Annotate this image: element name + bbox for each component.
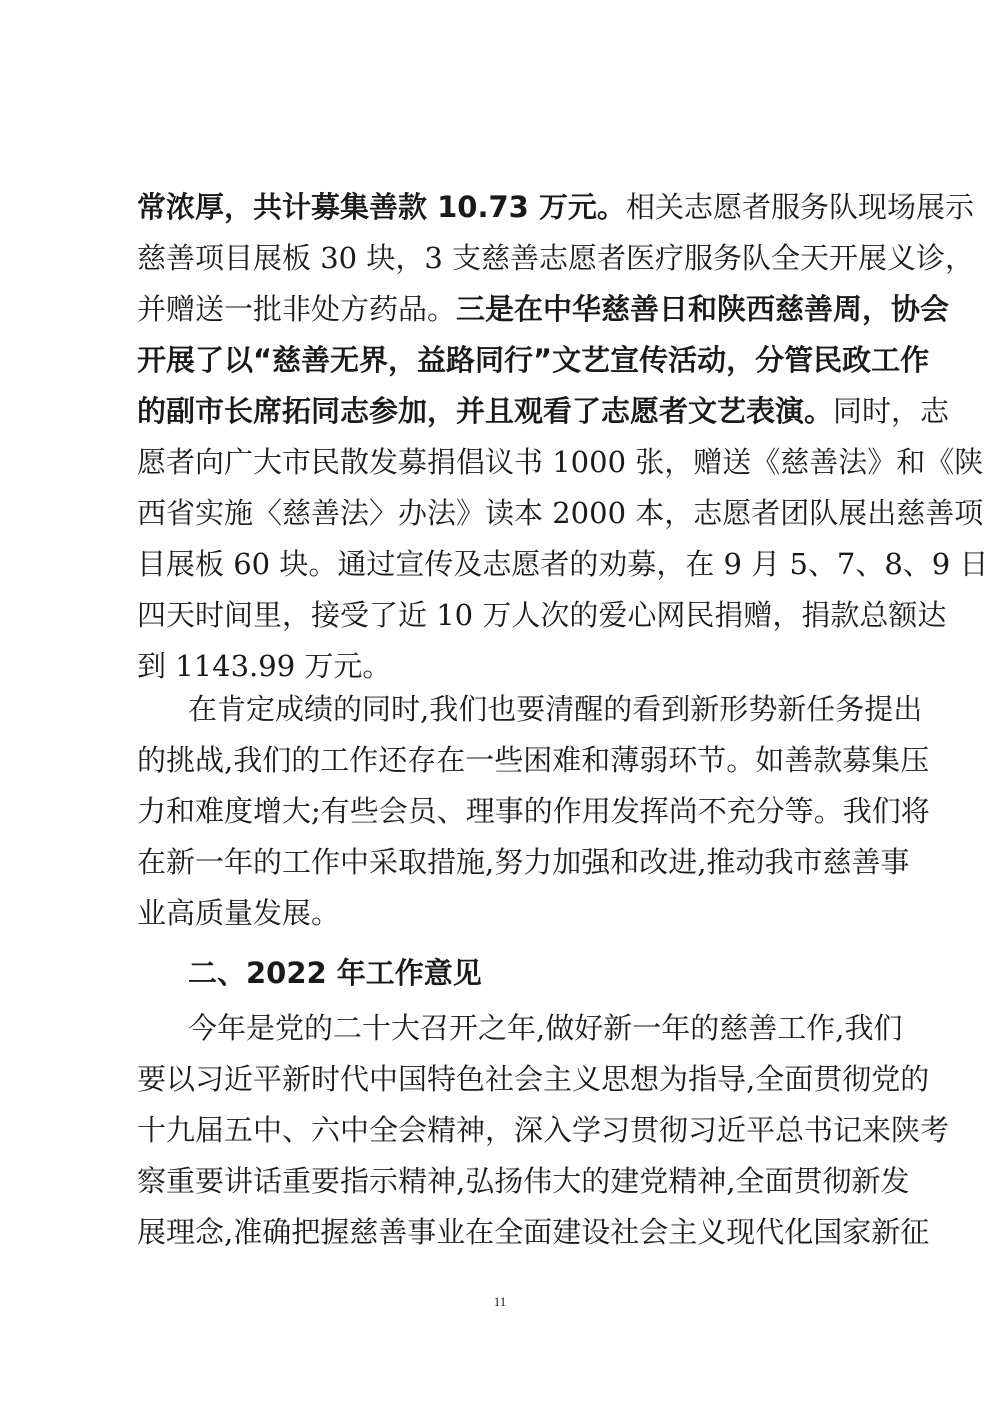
text-run: 并赠送一批非处方药品。 xyxy=(137,292,457,326)
text-line: 力和难度增大;有些会员、理事的作用发挥尚不充分等。我们将 xyxy=(137,794,930,828)
text-line xyxy=(137,288,950,330)
bold-text: 开展了以“慈善无界，益路同行”文艺宣传活动，分管民政工作 xyxy=(137,343,930,377)
text-line: 在新一年的工作中采取措施,努力加强和改进,推动我市慈善事 xyxy=(137,845,910,879)
text-line xyxy=(137,543,989,585)
bold-text: 常浓厚，共计募集善款 10.73 万元。 xyxy=(137,190,626,224)
text-line: 业高质量发展。 xyxy=(137,896,341,930)
text-line: 今年是党的二十大召开之年,做好新一年的慈善工作,我们 xyxy=(188,1011,903,1045)
text-run: 四天时间里，接受了近 10 万人次的爱心网民捐赠，捐款总额达 xyxy=(137,598,947,632)
text-line xyxy=(137,594,947,636)
text-line xyxy=(137,339,930,381)
text-run: 慈善项目展板 30 块，3 支慈善志愿者医疗服务队全天开展义诊， xyxy=(137,241,975,275)
text-run: 目展板 60 块。通过宣传及志愿者的劝募，在 9 月 5、7、8、9 日 xyxy=(137,547,989,581)
text-line: 在肯定成绩的同时,我们也要清醒的看到新形势新任务提出 xyxy=(188,692,923,726)
text-line xyxy=(137,390,950,432)
text-line xyxy=(137,441,984,483)
section-heading: 二、2022 年工作意见 xyxy=(188,956,482,990)
text-line xyxy=(137,645,877,687)
text-run: 愿者向广大市民散发募捐倡议书 1000 张，赠送《慈善法》和《陕 xyxy=(137,445,984,479)
bold-text: 三是在中华慈善日和陕西慈善周，协会 xyxy=(456,292,950,326)
text-run: 同时，志 xyxy=(833,394,950,428)
text-line xyxy=(137,237,975,279)
text-line: 要以习近平新时代中国特色社会主义思想为指导,全面贯彻党的 xyxy=(137,1062,930,1096)
text-line: 察重要讲话重要指示精神,弘扬伟大的建党精神,全面贯彻新发 xyxy=(137,1164,910,1198)
bold-text: 的副市长席拓同志参加，并且观看了志愿者文艺表演。 xyxy=(137,394,834,428)
text-line: 展理念,准确把握慈善事业在全面建设社会主义现代化国家新征 xyxy=(137,1215,930,1249)
text-run: 西省实施〈慈善法〉办法》读本 2000 本，志愿者团队展出慈善项 xyxy=(137,496,984,530)
text-line: 十九届五中、六中全会精神，深入学习贯彻习近平总书记来陕考 xyxy=(137,1113,950,1147)
text-line xyxy=(137,492,984,534)
text-run: 到 1143.99 万元。 xyxy=(137,649,392,683)
text-run: 相关志愿者服务队现场展示 xyxy=(625,190,974,224)
page-number: 11 xyxy=(493,1294,507,1309)
text-line xyxy=(137,186,974,228)
text-line: 的挑战,我们的工作还存在一些困难和薄弱环节。如善款募集压 xyxy=(137,743,930,777)
